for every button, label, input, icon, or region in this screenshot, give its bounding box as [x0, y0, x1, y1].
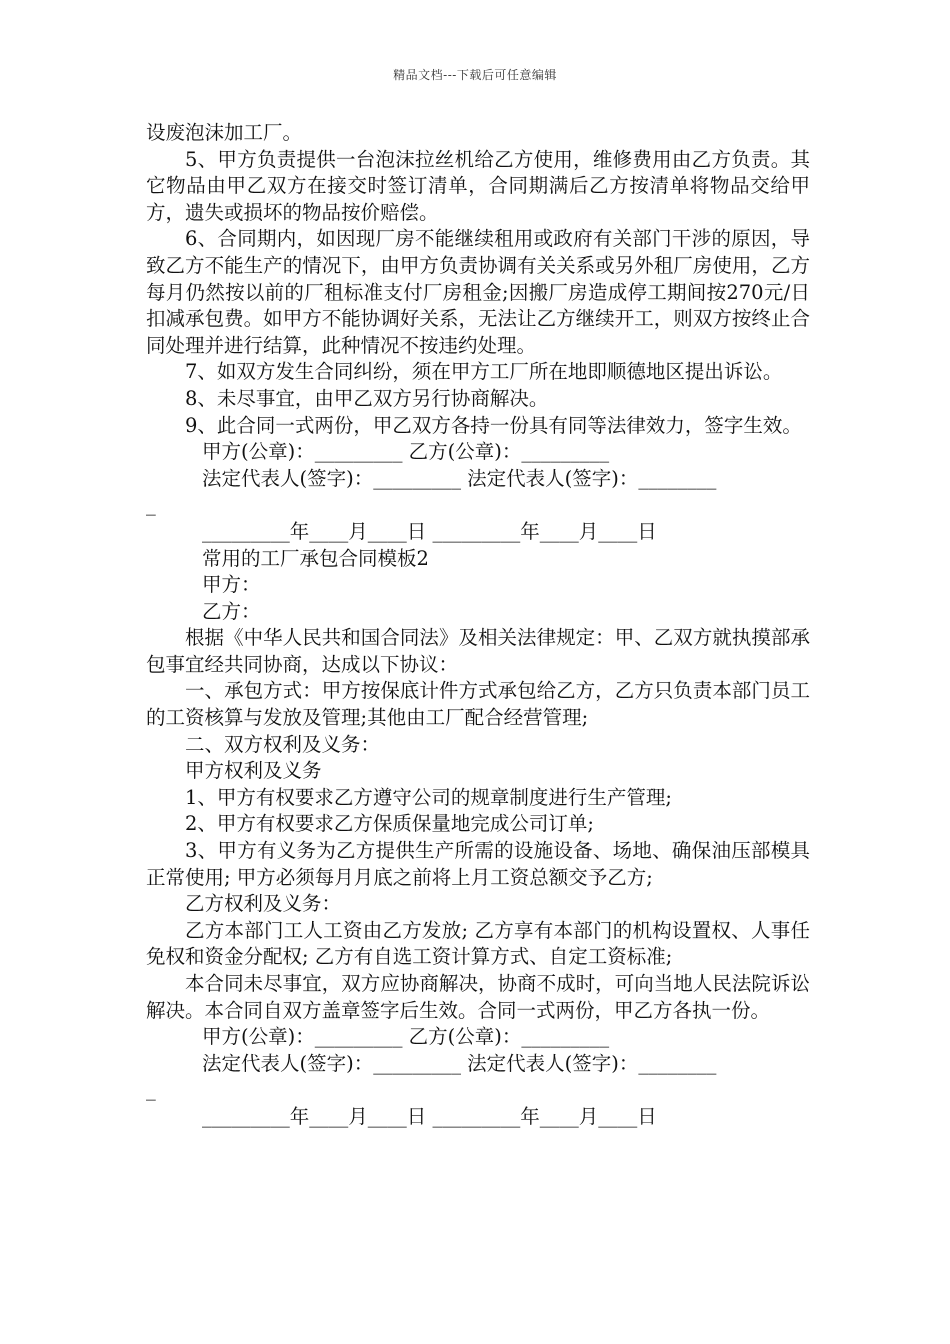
- preamble: 根据《中华人民共和国合同法》及相关法律规定：甲、乙双方就执摸部承 包事宜经共同协商，达成以下协议：: [146, 626, 810, 676]
- page-header: 精品文档---下载后可任意编辑: [393, 68, 557, 82]
- seal-line: 甲方(公章)：_________ 乙方(公章)：_________: [202, 440, 610, 464]
- party-b-rights-heading: 乙方权利及义务：: [185, 892, 342, 916]
- date-line-2: _________年____月____日 _________年____月____日: [202, 1104, 657, 1128]
- section-title: 常用的工厂承包合同模板2: [202, 546, 429, 570]
- clause-8: 8、未尽事宜，由甲乙双方另行协商解决。: [185, 386, 549, 410]
- clause-7: 7、如双方发生合同纠纷，须在甲方工厂所在地即顺德地区提出诉讼。: [185, 360, 783, 384]
- paragraph: 设废泡沫加工厂。: [146, 121, 303, 144]
- party-a-right-1: 1、甲方有权要求乙方遵守公司的规章制度进行生产管理;: [185, 785, 672, 809]
- date-line: _________年____月____日 _________年____月____日: [202, 519, 657, 543]
- seal-line-2: 甲方(公章)：_________ 乙方(公章)：_________: [202, 1025, 610, 1049]
- clause-9: 9、此合同一式两份，甲乙双方各持一份具有同等法律效力，签字生效。: [185, 413, 802, 437]
- rights-heading: 二、双方权利及义务：: [185, 732, 381, 756]
- closing-clause: 本合同未尽事宜，双方应协商解决，协商不成时，可向当地人民法院诉讼解决。本合同自双方盖章签字后生效。合同一式两份，甲乙方各执一份。: [146, 972, 810, 1022]
- clause-5: 5、甲方负责提供一台泡沫拉丝机给乙方使用，维修费用由乙方负责。其它物品由甲乙双方在接交时签订清单，合同期满后乙方按清单将物品交给甲方，遗失或损坏的物品按价赔偿。: [146, 147, 810, 224]
- document-body: [146, 120, 810, 1131]
- signature-line-2: 法定代表人(签字)：_________ 法定代表人(签字)：________: [202, 1051, 717, 1075]
- party-a-rights-heading: 甲方权利及义务: [185, 759, 322, 783]
- party-b-line: 乙方：: [202, 599, 261, 623]
- signature-line: 法定代表人(签字)：_________ 法定代表人(签字)：________: [202, 466, 717, 490]
- party-a-right-2: 2、甲方有权要求乙方保质保量地完成公司订单;: [185, 812, 594, 836]
- contract-method: 一、承包方式：甲方按保底计件方式承包给乙方，乙方只负责本部门员工的工资核算与发放及管理;其他由工厂配合经营管理;: [146, 679, 810, 730]
- dash-line: _: [146, 493, 156, 517]
- party-b-rights: 乙方本部门工人工资由乙方发放; 乙方享有本部门的机构设置权、人事任免权和资金分配权; 乙方有自选工资计算方式、自定工资标准;: [146, 918, 810, 969]
- party-a-right-3: 3、甲方有义务为乙方提供生产所需的设施设备、场地、确保油压部模具正常使用; 甲方必须每月月底之前将上月工资总额交予乙方;: [146, 839, 810, 889]
- clause-6: 6、合同期内，如因现厂房不能继续租用或政府有关部门干涉的原因，导致乙方不能生产的情况下，由甲方负责协调有关关系或另外租厂房使用，乙方每月仍然按以前的厂租标准支付厂房租金;因搬厂房造成停工期间按270元/日扣减承包费。如甲方不能协调好关系，无法让乙方继续开工，则双方按终止合同处理并进行结算，此种情况不按违约处理。: [146, 227, 810, 357]
- dash-line-2: _: [146, 1078, 156, 1102]
- party-a-line: 甲方：: [202, 573, 261, 597]
